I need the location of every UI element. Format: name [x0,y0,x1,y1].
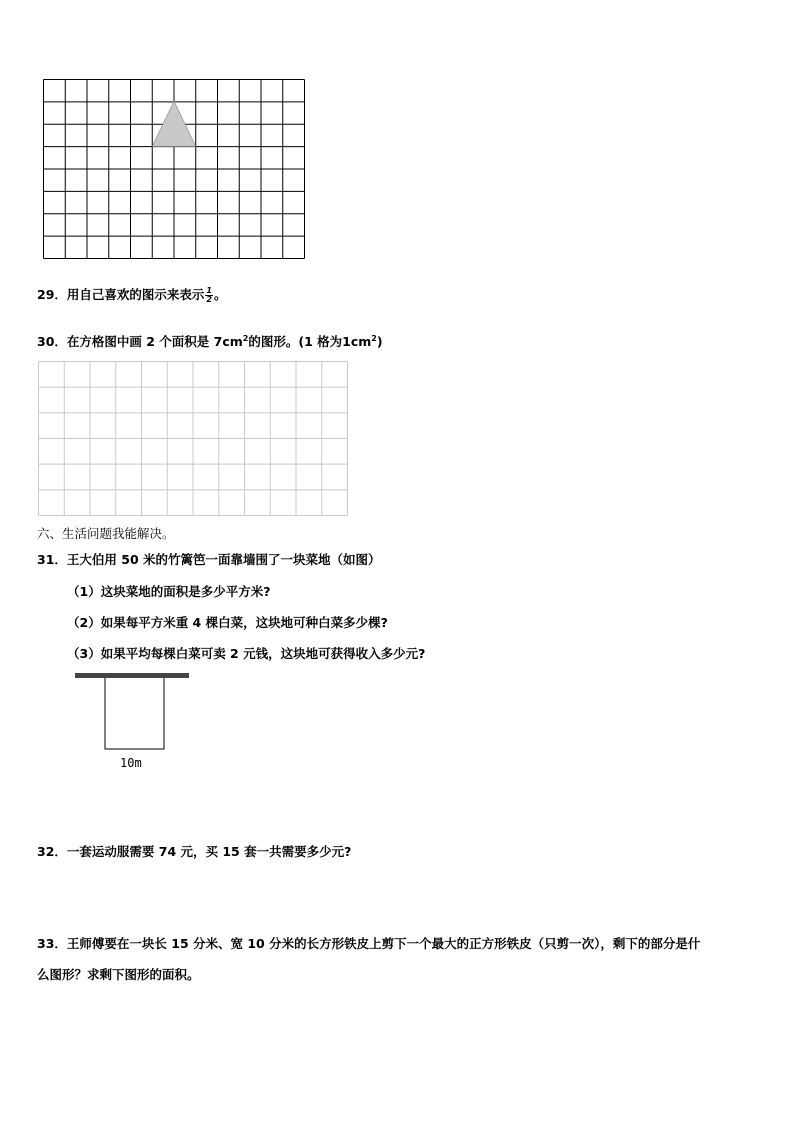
question-32 [37,844,351,859]
question-text-part-c: ) [376,334,383,350]
superscript: 2 [371,334,377,343]
question-number: 33． [37,936,67,951]
drawing-grid[interactable] [38,361,348,516]
question-30 [37,334,383,349]
question-33 [37,936,700,951]
fraction-denominator: 2 [206,295,212,304]
fraction [205,287,213,304]
sub-question-3: （3）如果平均每棵白菜可卖 2 元钱，这块地可获得收入多少元? [67,646,426,661]
fence-rectangle [105,678,164,749]
fraction-numerator: 1 [206,286,212,295]
question-31 [37,552,381,567]
question-number: 29． [37,287,67,302]
figure-width-label: 10m [120,756,142,770]
sub-question-1: （1）这块菜地的面积是多少平方米? [67,584,271,599]
question-text-line-1: 王师傅要在一块长 15 分米、宽 10 分米的长方形铁皮上剪下一个最大的正方形铁皮（只剪一次），剩下的部分是什 [66,936,701,951]
question-text-part-b: 的图形。(1 格为1cm [248,334,372,350]
grid-lines [39,362,348,516]
question-text: 一套运动服需要 74 元，买 15 套一共需要多少元? [66,844,352,859]
section-heading: 六、生活问题我能解决。 [37,526,175,541]
wall [75,673,189,678]
question-number: 31． [37,552,67,567]
sub-question-2: （2）如果每平方米重 4 棵白菜，这块地可种白菜多少棵? [67,615,388,630]
superscript: 2 [242,334,249,343]
question-text-part-a: 在方格图中画 2 个面积是 7cm [66,334,243,350]
question-text: 王大伯用 50 米的竹篱笆一面靠墙围了一块菜地（如图） [66,552,381,567]
question-text: 用自己喜欢的图示来表示 [66,287,205,302]
question-number: 30． [37,334,67,350]
garden-figure [73,671,193,751]
question-number: 32． [37,844,67,859]
triangle-grid [43,79,305,259]
question-33-continued: 么图形？求剩下图形的面积。 [37,967,200,982]
question-29 [37,287,227,304]
question-end-mark: 。 [214,287,227,302]
